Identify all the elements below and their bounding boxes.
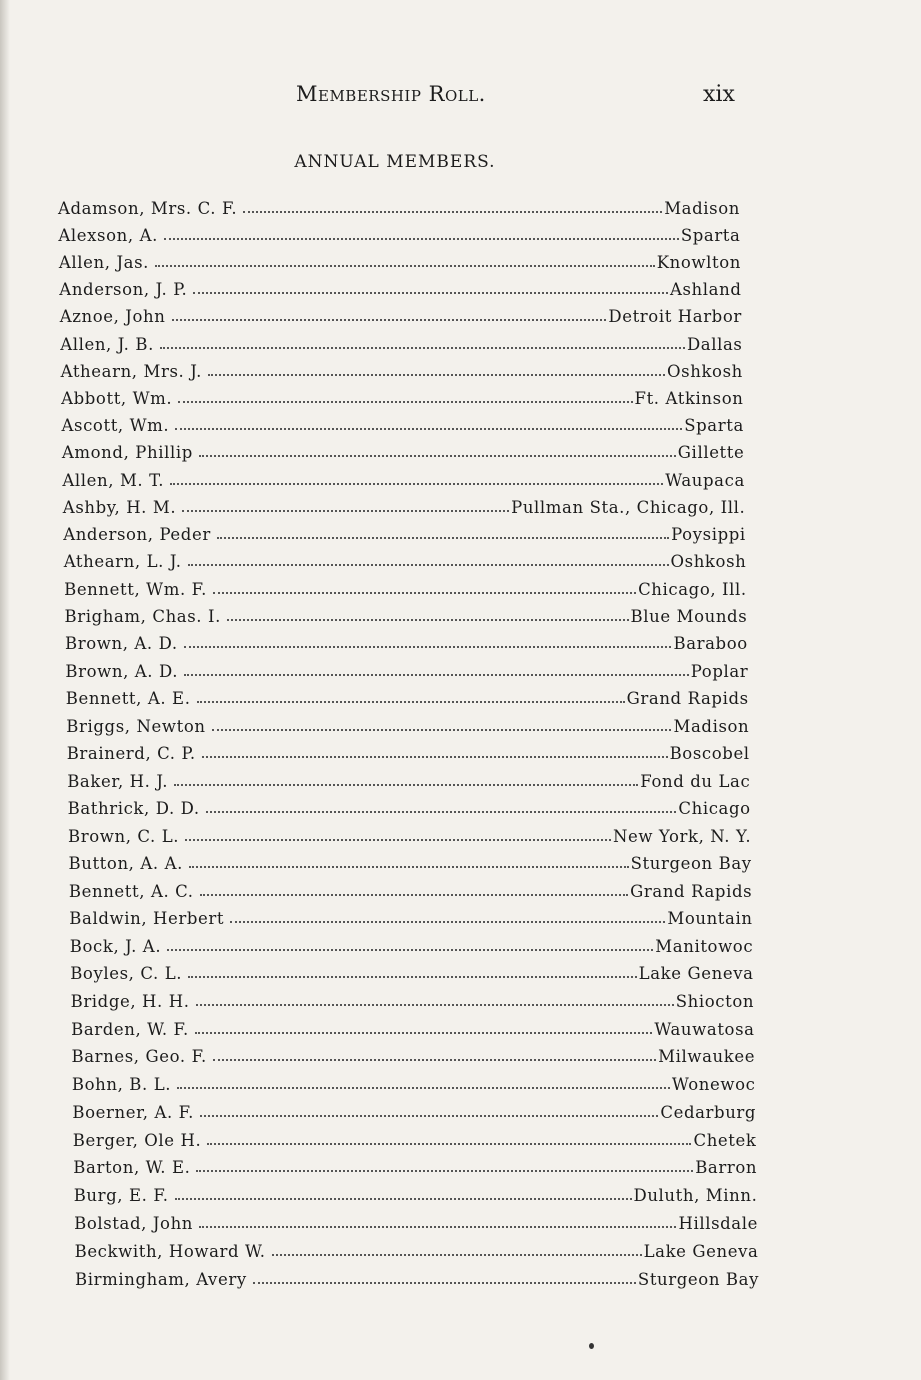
dot-leader — [199, 1206, 676, 1228]
member-name: Bennett, Wm. F. — [64, 579, 207, 599]
member-row — [65, 657, 748, 681]
dot-leader — [243, 191, 662, 213]
member-place: Lake Geneva — [643, 1241, 759, 1261]
member-place: Chicago, Ill. — [638, 579, 747, 599]
member-row — [59, 248, 741, 272]
member-row — [68, 822, 751, 846]
member-row — [63, 493, 746, 517]
member-name: Alexson, A. — [58, 226, 158, 246]
dot-leader — [272, 1234, 642, 1256]
member-name: Brown, A. D. — [65, 661, 179, 681]
member-name: Bock, J. A. — [69, 936, 162, 956]
member-name: Brown, A. D. — [65, 634, 178, 654]
dot-leader — [212, 709, 672, 731]
member-row — [68, 794, 751, 818]
member-place: Sparta — [680, 226, 741, 246]
dot-leader — [196, 1150, 693, 1172]
member-place: Madison — [673, 716, 750, 736]
section-title: ANNUAL MEMBERS. — [294, 152, 496, 172]
member-name: Bolstad, John — [74, 1213, 194, 1233]
dot-leader — [213, 1039, 656, 1061]
dot-leader — [199, 435, 676, 457]
member-name: Brainerd, C. P. — [66, 744, 196, 764]
member-row — [69, 877, 752, 901]
member-row — [66, 684, 749, 708]
member-name: Allen, J. B. — [60, 334, 154, 354]
dot-leader — [167, 929, 653, 951]
member-name: Barton, W. E. — [73, 1158, 191, 1178]
member-place: Waupaca — [665, 470, 745, 490]
dot-leader — [230, 901, 665, 923]
member-name: Amond, Phillip — [61, 443, 193, 463]
member-name: Baldwin, Herbert — [69, 909, 225, 929]
dot-leader — [160, 327, 685, 349]
dot-leader — [188, 956, 637, 978]
member-row — [61, 384, 743, 408]
member-place: Sturgeon Bay — [637, 1269, 759, 1289]
member-name: Adamson, Mrs. C. F. — [58, 199, 238, 218]
member-row — [74, 1209, 758, 1233]
dot-leader — [178, 381, 632, 403]
dot-leader — [207, 1123, 691, 1145]
member-row — [62, 466, 745, 490]
member-place: Poplar — [690, 661, 749, 681]
member-place: Grand Rapids — [630, 881, 753, 901]
member-place: Knowlton — [656, 253, 741, 273]
member-name: Barden, W. F. — [71, 1019, 189, 1039]
member-row — [69, 849, 752, 873]
member-name: Athearn, L. J. — [63, 552, 182, 572]
dot-leader — [195, 1012, 653, 1034]
member-row — [64, 575, 747, 599]
member-row — [71, 1015, 755, 1039]
member-name: Button, A. A. — [68, 854, 183, 874]
member-place: Ashland — [669, 280, 742, 300]
dot-leader — [174, 764, 638, 786]
dot-leader — [175, 1178, 632, 1200]
dot-leader — [172, 299, 607, 321]
member-row — [73, 1153, 757, 1177]
member-name: Abbott, Wm. — [61, 388, 173, 408]
member-row — [67, 739, 750, 763]
member-name: Brown, C. L. — [68, 826, 180, 846]
member-row — [70, 932, 753, 956]
member-place: Ft. Atkinson — [634, 388, 744, 408]
member-row — [74, 1181, 758, 1205]
dot-leader — [197, 681, 625, 703]
member-row — [64, 547, 747, 571]
member-name: Bathrick, D. D. — [67, 799, 200, 819]
member-row — [59, 275, 741, 299]
member-row — [75, 1237, 759, 1261]
dot-leader — [217, 517, 669, 539]
member-place: Sturgeon Bay — [630, 854, 752, 874]
member-place: Duluth, Minn. — [633, 1186, 758, 1206]
member-name: Anderson, Peder — [63, 525, 211, 545]
member-row — [72, 1098, 756, 1122]
member-row — [60, 302, 742, 326]
member-row — [58, 194, 740, 218]
page-number: xix — [703, 82, 735, 107]
member-name: Bridge, H. H. — [70, 992, 190, 1012]
member-place: Grand Rapids — [626, 689, 749, 709]
member-place: Wauwatosa — [654, 1019, 755, 1039]
member-row — [75, 1265, 759, 1289]
dot-leader — [227, 599, 629, 621]
member-place: Boscobel — [669, 744, 750, 764]
member-place: Milwaukee — [658, 1047, 756, 1067]
dot-leader — [208, 354, 665, 376]
member-name: Bennett, A. E. — [65, 689, 191, 709]
member-row — [67, 767, 750, 791]
member-name: Briggs, Newton — [66, 716, 206, 736]
dot-leader — [155, 245, 655, 267]
dot-leader — [189, 846, 629, 868]
dot-leader — [193, 272, 668, 294]
dot-leader — [184, 654, 689, 676]
member-place: Shiocton — [675, 992, 755, 1012]
member-name: Birmingham, Avery — [75, 1269, 247, 1289]
member-place: Manitowoc — [655, 936, 754, 956]
member-row — [61, 357, 743, 381]
member-name: Boerner, A. F. — [72, 1102, 194, 1122]
member-place: Pullman Sta., Chicago, Ill. — [511, 497, 746, 517]
member-place: New York, N. Y. — [612, 826, 752, 846]
member-name: Brigham, Chas. I. — [64, 607, 221, 627]
member-place: Madison — [664, 199, 740, 218]
dot-leader — [184, 626, 672, 648]
member-name: Beckwith, Howard W. — [74, 1241, 266, 1261]
member-place: Chicago — [678, 799, 751, 819]
member-name: Ascott, Wm. — [61, 416, 170, 436]
dot-leader — [185, 819, 611, 841]
member-name: Burg, E. F. — [73, 1186, 169, 1206]
member-name: Athearn, Mrs. J. — [60, 361, 203, 381]
member-name: Bennett, A. C. — [68, 881, 194, 901]
member-place: Hillsdale — [678, 1213, 758, 1233]
page-edge-shadow — [0, 0, 10, 1380]
member-place: Oshkosh — [667, 361, 743, 381]
member-place: Lake Geneva — [638, 964, 754, 984]
page-header — [0, 82, 921, 112]
member-row — [70, 959, 753, 983]
member-row — [71, 987, 755, 1011]
member-place: Wonewoc — [671, 1075, 756, 1095]
dot-leader — [164, 218, 679, 240]
dot-leader — [188, 544, 669, 566]
member-place: Barron — [695, 1158, 758, 1178]
member-place: Mountain — [667, 909, 753, 929]
member-row — [72, 1042, 756, 1066]
member-name: Aznoe, John — [59, 307, 166, 327]
member-name: Allen, M. T. — [62, 470, 165, 490]
dot-leader — [182, 490, 509, 512]
member-name: Berger, Ole H. — [72, 1130, 202, 1150]
member-place: Sparta — [684, 416, 744, 436]
member-row — [65, 629, 748, 653]
dot-leader — [213, 572, 636, 594]
member-name: Barnes, Geo. F. — [71, 1047, 207, 1067]
member-place: Poysippi — [671, 525, 746, 545]
member-row — [62, 411, 744, 435]
member-row — [62, 438, 745, 462]
member-row — [60, 330, 742, 354]
member-place: Detroit Harbor — [608, 307, 742, 327]
member-place: Oshkosh — [670, 552, 747, 572]
ink-speck — [589, 1343, 594, 1349]
member-name: Baker, H. J. — [67, 771, 169, 791]
dot-leader — [175, 408, 682, 430]
dot-leader — [202, 736, 668, 758]
member-place: Dallas — [686, 334, 743, 354]
member-name: Ashby, H. M. — [62, 497, 177, 517]
member-place: Baraboo — [673, 634, 748, 654]
dot-leader — [206, 791, 677, 813]
dot-leader — [196, 984, 674, 1006]
member-place: Cedarburg — [660, 1102, 757, 1122]
member-name: Allen, Jas. — [58, 253, 150, 273]
member-row — [65, 602, 748, 626]
dot-leader — [253, 1262, 636, 1284]
member-row — [72, 1070, 756, 1094]
dot-leader — [200, 874, 628, 896]
dot-leader — [177, 1067, 670, 1089]
member-name: Boyles, C. L. — [70, 964, 183, 984]
member-place: Blue Mounds — [630, 607, 748, 627]
member-row — [58, 221, 740, 245]
member-place: Gillette — [677, 443, 745, 463]
member-name: Anderson, J. P. — [59, 280, 188, 300]
member-name: Bohn, B. L. — [71, 1075, 172, 1095]
member-place: Chetek — [693, 1130, 757, 1150]
dot-leader — [170, 463, 663, 485]
member-row — [66, 712, 749, 736]
member-place: Fond du Lac — [640, 771, 751, 791]
member-row — [63, 520, 746, 544]
dot-leader — [200, 1095, 658, 1117]
member-row — [73, 1126, 757, 1150]
running-title: Membership Roll. — [296, 82, 486, 106]
member-row — [69, 904, 752, 928]
